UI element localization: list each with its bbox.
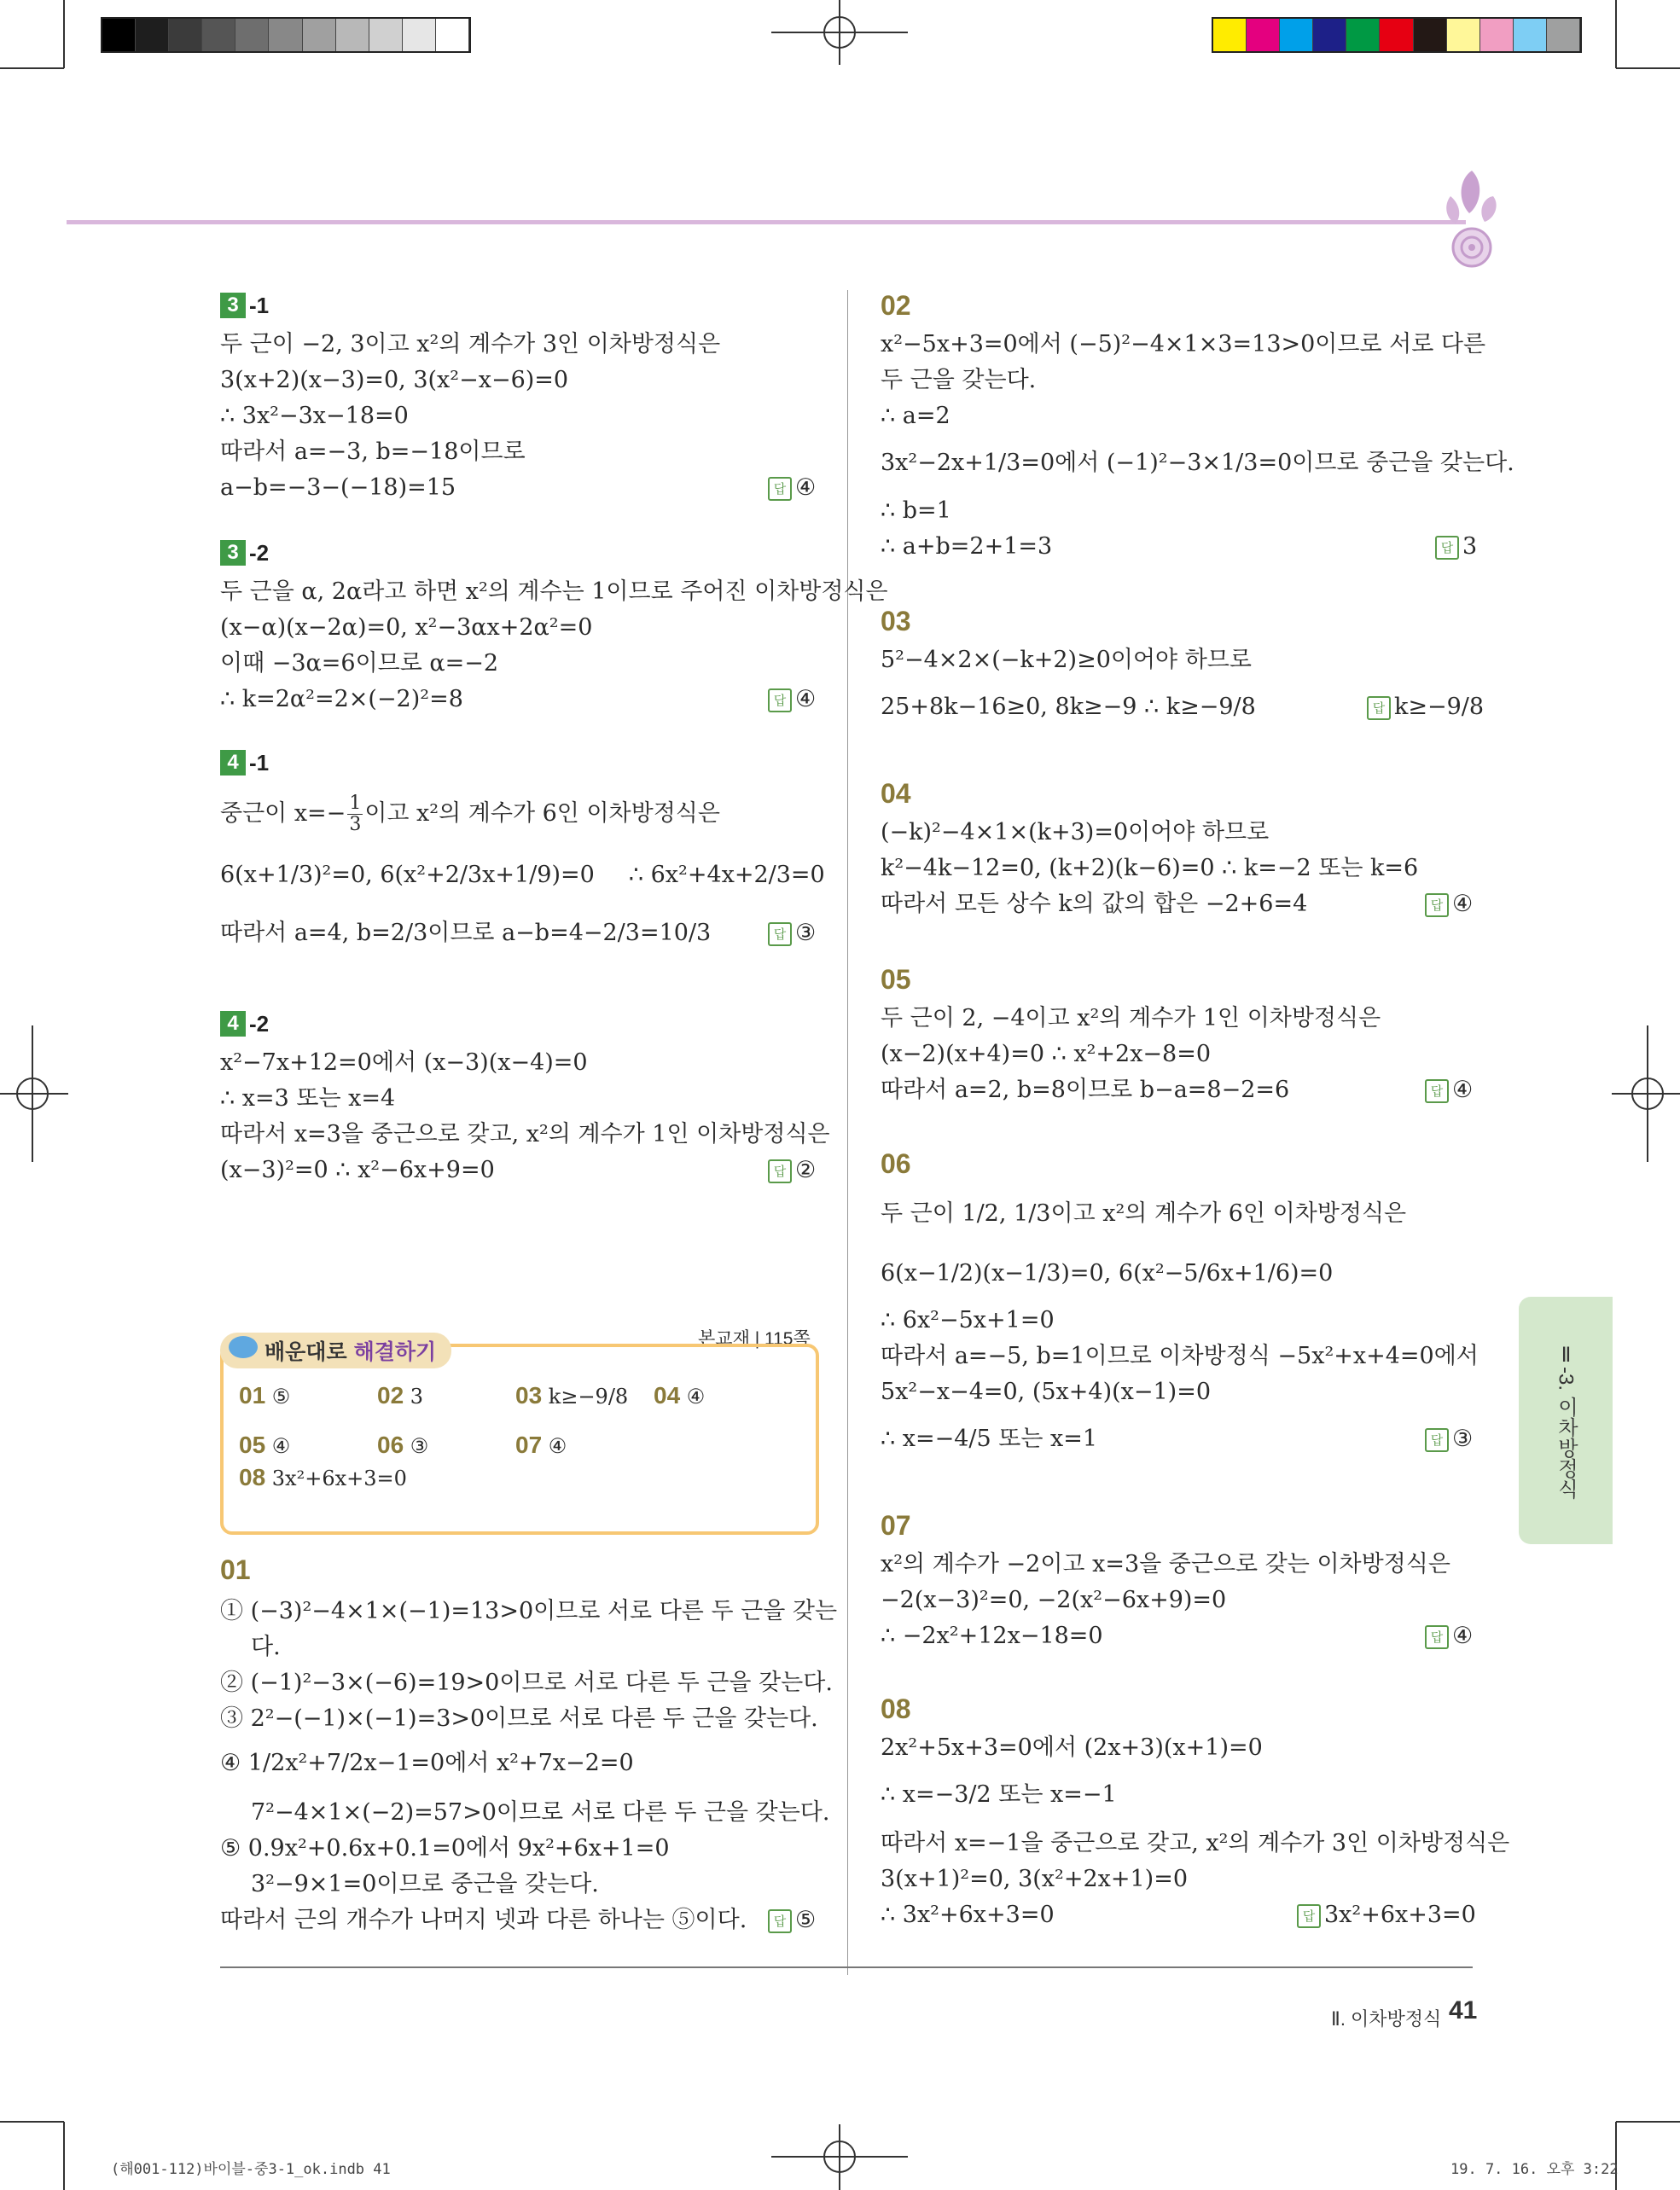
problem-number: 07: [881, 1510, 911, 1541]
answer-mark-icon: 답: [768, 922, 792, 946]
answer-mark-icon: 답: [1425, 893, 1449, 917]
answer: 답 ④: [1425, 886, 1473, 922]
text-line: ∴ −2x²+12x−18=0: [881, 1623, 1103, 1649]
text-line: 따라서 a=4, b=2/3이므로 a−b=4−2/3=10/3: [220, 920, 712, 946]
answer-mark-icon: 답: [1297, 1904, 1321, 1928]
textbook-reference: 본교재 | 115쪽: [698, 1329, 811, 1349]
text-line: 3(x+2)(x−3)=0, 3(x²−x−6)=0: [220, 367, 569, 393]
section-badge: 3: [220, 540, 246, 566]
text-line: ④ 1/2x²+7/2x−1=0에서 x²+7x−2=0: [220, 1750, 634, 1776]
review-answer-number: 02: [377, 1382, 404, 1409]
answer-mark-icon: 답: [768, 1909, 792, 1933]
problem-number: 04: [881, 778, 911, 809]
section-suffix: -1: [249, 749, 270, 776]
header-rule: [67, 220, 1466, 224]
text-line: 2x²+5x+3=0에서 (2x+3)(x+1)=0: [881, 1734, 1263, 1761]
section-suffix: -2: [249, 1010, 270, 1037]
answer: 답 ④: [1425, 1618, 1473, 1654]
answer: 답 ③: [768, 915, 816, 951]
review-answer-number: 01: [239, 1382, 266, 1409]
review-answer-number: 06: [377, 1432, 404, 1458]
text-line: 5x²−x−4=0, (5x+4)(x−1)=0: [881, 1379, 1212, 1405]
text-line: a−b=−3−(−18)=15: [220, 474, 456, 501]
review-answer-item: [654, 1382, 705, 1409]
text-line: 6(x+1/3)²=0, 6(x²+2/3x+1/9)=0 ∴ 6x²+4x+2/3=0: [220, 862, 825, 888]
whale-mascot-icon: [229, 1336, 258, 1358]
problem-number: 06: [881, 1148, 911, 1179]
review-answer-value: ④: [542, 1434, 567, 1458]
answer-mark-icon: 답: [1367, 696, 1391, 720]
text-line: 따라서 x=−1을 중근으로 갖고, x²의 계수가 3인 이차방정식은: [881, 1830, 1510, 1856]
answer-mark-icon: 답: [768, 1159, 792, 1183]
text-line: 두 근을 갖는다.: [881, 367, 1037, 393]
text-line: 따라서 x=3을 중근으로 갖고, x²의 계수가 1인 이차방정식은: [220, 1121, 830, 1147]
review-answer-value: k≥−9/8: [542, 1385, 629, 1409]
review-answer-value: ④: [265, 1434, 291, 1458]
problem-number: 03: [881, 606, 911, 636]
answer-mark-icon: 답: [768, 688, 792, 712]
text-line: (−k)²−4×1×(k+3)=0이어야 하므로: [881, 819, 1270, 845]
text-line: ∴ k=2α²=2×(−2)²=8: [220, 686, 463, 712]
review-answer-number: 07: [515, 1432, 543, 1458]
review-answer-value: ④: [680, 1385, 706, 1409]
section-suffix: -1: [249, 292, 270, 318]
answer: 답 k≥−9/8: [1367, 689, 1484, 725]
text-line: ∴ 3x²+6x+3=0: [881, 1902, 1055, 1928]
review-answer-value: 3x²+6x+3=0: [265, 1467, 407, 1490]
problem-number: 02: [881, 290, 911, 321]
text-line: ∴ 3x²−3x−18=0: [220, 403, 409, 429]
answer-mark-icon: 답: [1425, 1079, 1449, 1103]
text-line: x²의 계수가 −2이고 x=3을 중근으로 갖는 이차방정식은: [881, 1551, 1450, 1577]
review-answer-value: 3: [404, 1385, 424, 1409]
text-line: 따라서 a=2, b=8이므로 b−a=8−2=6: [881, 1077, 1290, 1103]
text-line: ⑤ 0.9x²+0.6x+0.1=0에서 9x²+6x+1=0: [220, 1835, 670, 1862]
answer: 답 ④: [768, 682, 816, 717]
answer: 답 ④: [768, 470, 816, 506]
footer-chapter: Ⅱ. 이차방정식: [1331, 2008, 1442, 2030]
flower-ornament-icon: [1433, 162, 1510, 273]
text-line: 3(x+1)²=0, 3(x²+2x+1)=0: [881, 1866, 1188, 1892]
chapter-side-tab-label: Ⅱ-3. 이차방정식: [1554, 1342, 1578, 1499]
column-divider: [847, 290, 848, 1975]
text-line: ∴ a+b=2+1=3: [881, 533, 1053, 560]
text-line: 따라서 a=−3, b=−18이므로: [220, 439, 526, 465]
answer: 답 ④: [1425, 1072, 1473, 1108]
text-line: x²−7x+12=0에서 (x−3)(x−4)=0: [220, 1049, 588, 1076]
text-line: 3²−9×1=0이므로 중근을 갖는다.: [251, 1871, 599, 1897]
answer: 답 ③: [1425, 1421, 1473, 1457]
answer-mark-icon: 답: [768, 477, 792, 501]
review-answer-item: [239, 1382, 290, 1409]
text-line: 두 근이 1/2, 1/3이고 x²의 계수가 6인 이차방정식은: [881, 1200, 1407, 1227]
text-line: ∴ b=1: [881, 497, 951, 524]
text-line: 다.: [251, 1634, 281, 1660]
review-answer-list: [239, 1382, 802, 1519]
text-line: 7²−4×1×(−2)=57>0이므로 서로 다른 두 근을 갖는다.: [251, 1799, 830, 1826]
text-line: k²−4k−12=0, (k+2)(k−6)=0 ∴ k=−2 또는 k=6: [881, 855, 1419, 881]
text-line: ∴ a=2: [881, 403, 950, 429]
review-title: 배운대로 해결하기: [220, 1333, 451, 1368]
text-line: 중근이 x=− $\frac{1}{3}$ 이고 x²의 계수가 6인 이차방정식은: [220, 793, 720, 835]
text-line: 따라서 모든 상수 k의 값의 합은 −2+6=4: [881, 891, 1308, 917]
text-line: ① (−3)²−4×1×(−1)=13>0이므로 서로 다른 두 근을 갖는: [220, 1598, 838, 1624]
text-line: ∴ x=−3/2 또는 x=−1: [881, 1781, 1117, 1808]
review-answer-value: ③: [404, 1434, 429, 1458]
review-answer-item: [377, 1382, 423, 1409]
section-suffix: -2: [249, 539, 270, 566]
page-number: 41: [1449, 1996, 1478, 2024]
problem-number: 08: [881, 1693, 911, 1724]
answer: 답 ⑤: [768, 1902, 816, 1938]
text-line: (x−3)²=0 ∴ x²−6x+9=0: [220, 1157, 495, 1183]
text-line: 따라서 근의 개수가 나머지 넷과 다른 하나는 ⑤이다.: [220, 1907, 747, 1933]
problem-number: 05: [881, 964, 911, 995]
text-line: ∴ 6x²−5x+1=0: [881, 1307, 1055, 1333]
text-line: (x−α)(x−2α)=0, x²−3αx+2α²=0: [220, 614, 593, 641]
review-answer-number: 03: [515, 1382, 543, 1409]
review-answer-item: [515, 1382, 628, 1409]
review-answer-item: [239, 1464, 407, 1491]
text-line: ③ 2²−(−1)×(−1)=3>0이므로 서로 다른 두 근을 갖는다.: [220, 1705, 818, 1732]
answer-mark-icon: 답: [1435, 536, 1459, 560]
text-line: x²−5x+3=0에서 (−5)²−4×1×3=13>0이므로 서로 다른: [881, 331, 1486, 357]
review-answer-value: ⑤: [265, 1385, 291, 1409]
answer-mark-icon: 답: [1425, 1428, 1449, 1452]
review-answer-number: 05: [239, 1432, 266, 1458]
answer: 답 3x²+6x+3=0: [1297, 1897, 1476, 1933]
text-line: 25+8k−16≥0, 8k≥−9 ∴ k≥−9/8: [881, 694, 1256, 720]
answer: 답 3: [1435, 529, 1477, 565]
text-line: −2(x−3)²=0, −2(x²−6x+9)=0: [881, 1587, 1227, 1613]
review-answer-item: [377, 1432, 428, 1459]
bottom-rule: [220, 1966, 1473, 1968]
review-answer-number: 04: [654, 1382, 681, 1409]
text-line: (x−2)(x+4)=0 ∴ x²+2x−8=0: [881, 1041, 1212, 1067]
problem-number: 01: [220, 1554, 251, 1585]
text-line: 5²−4×2×(−k+2)≥0이어야 하므로: [881, 647, 1252, 673]
review-answer-number: 08: [239, 1464, 266, 1490]
answer-mark-icon: 답: [1425, 1625, 1449, 1649]
answer: 답 ②: [768, 1153, 816, 1188]
text-line: ② (−1)²−3×(−6)=19>0이므로 서로 다른 두 근을 갖는다.: [220, 1670, 833, 1696]
review-answer-item: [239, 1432, 290, 1459]
text-line: 6(x−1/2)(x−1/3)=0, 6(x²−5/6x+1/6)=0: [881, 1260, 1334, 1287]
text-line: 3x²−2x+1/3=0에서 (−1)²−3×1/3=0이므로 중근을 갖는다.: [881, 450, 1514, 476]
text-line: 이때 −3α=6이므로 α=−2: [220, 650, 499, 677]
section-badge: 3: [220, 293, 246, 318]
text-line: ∴ x=3 또는 x=4: [220, 1085, 396, 1112]
text-line: 두 근을 α, 2α라고 하면 x²의 계수는 1이므로 주어진 이차방정식은: [220, 578, 888, 605]
section-badge: 4: [220, 750, 246, 776]
text-line: 따라서 a=−5, b=1이므로 이차방정식 −5x²+x+4=0에서: [881, 1343, 1479, 1369]
text-line: 두 근이 −2, 3이고 x²의 계수가 3인 이차방정식은: [220, 331, 721, 357]
print-file-label: (해001-112)바이블-중3-1_ok.indb 41: [111, 2161, 391, 2178]
text-line: 두 근이 2, −4이고 x²의 계수가 1인 이차방정식은: [881, 1005, 1381, 1031]
review-answer-item: [515, 1432, 567, 1459]
print-timestamp: 19. 7. 16. 오후 3:22: [1450, 2161, 1619, 2178]
text-line: ∴ x=−4/5 또는 x=1: [881, 1426, 1098, 1452]
section-badge: 4: [220, 1011, 246, 1037]
